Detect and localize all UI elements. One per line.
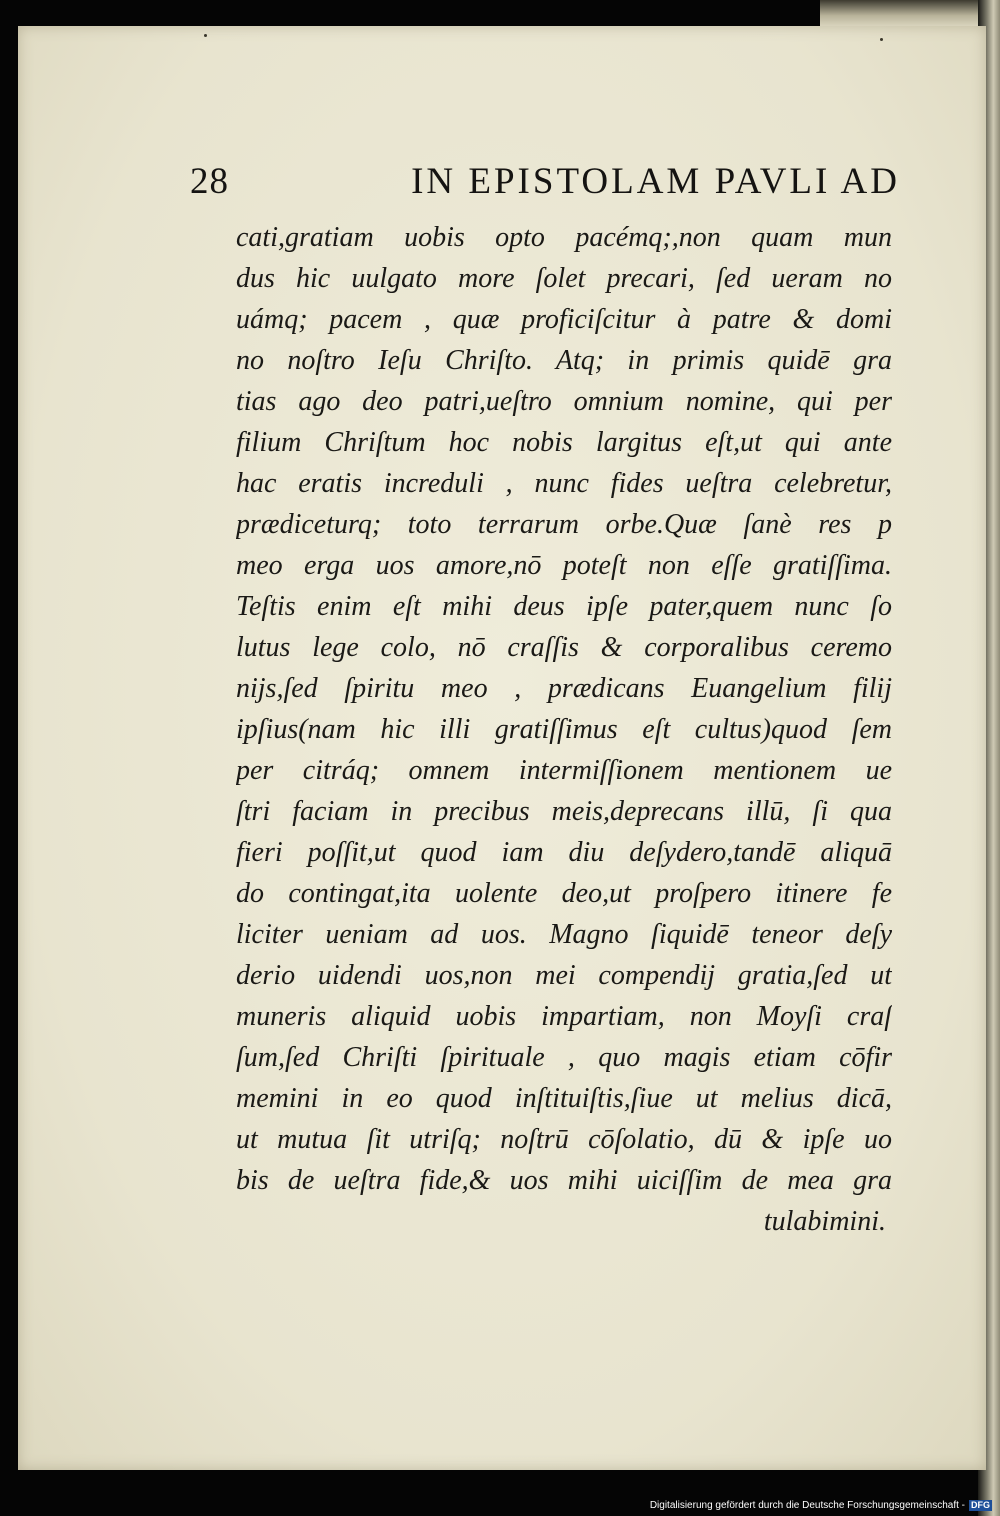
paper-speck [880,38,883,41]
text-line: do contingat,ita uolente deo,ut proſpero itinere fe [236,878,892,909]
footer-credit [650,1500,992,1511]
text-line: tulabimini. [763,1206,886,1237]
text-line: no noſtro Ieſu Chriſto. Atq; in primis quidē gra [236,345,892,376]
text-line: ſtri faciam in precibus meis,deprecans illū, ſi qua [236,796,892,827]
text-line: cati,gratiam uobis opto pacémq;,non quam mun [236,222,892,253]
text-line: tias ago deo patri,ueſtro omnium nomine, qui per [236,386,892,417]
text-line: filium Chriſtum hoc nobis largitus eſt,ut qui ante [236,427,892,458]
text-line: dus hic uulgato more ſolet precari, ſed ueram no [236,263,892,294]
text-line: per citráq; omnem intermiſſionem mentionem ue [236,755,892,786]
paper-speck [204,34,207,37]
text-line: lutus lege colo, nō craſſis & corporalibus ceremo [236,632,892,663]
text-line: hac eratis increduli , nunc fides ueſtra celebretur, [236,468,892,499]
text-line: ſum,ſed Chriſti ſpirituale , quo magis etiam cōfir [236,1042,892,1073]
footer-credit-text: Digitalisierung gefördert durch die Deutsche Forschungsgemeinschaft - [649,1500,965,1511]
body-text-block [236,217,892,1242]
page-edge-top [820,0,1000,26]
text-line: liciter ueniam ad uos. Magno ſiquidē teneor deſy [236,919,892,950]
text-line: prædiceturq; toto terrarum orbe.Quæ ſanè res p [236,509,892,540]
text-line: nijs,ſed ſpiritu meo , prædicans Euangelium filij [236,673,892,704]
text-line: ipſius(nam hic illi gratiſſimus eſt cultus)quod ſem [236,714,892,745]
text-line: uámq; pacem , quæ proficiſcitur à patre & domi [236,304,892,335]
dfg-logo: DFG [971,1500,990,1510]
text-line: ut mutua ſit utriſq; noſtrū cōſolatio, dū & ipſe uo [236,1124,892,1155]
text-line: fieri poſſit,ut quod iam diu deſydero,tandē aliquā [236,837,892,868]
text-line: memini in eo quod inſtituiſtis,ſiue ut melius dicā, [236,1083,892,1114]
text-line: muneris aliquid uobis impartiam, non Moyſi craſ [236,1001,892,1032]
text-line: derio uidendi uos,non mei compendij gratia,ſed ut [236,960,892,991]
text-line: meo erga uos amore,nō poteſt non eſſe gratiſſima. [236,550,892,581]
running-head-title: IN EPISTOLAM PAVLI AD [411,161,900,202]
text-line: Teſtis enim eſt mihi deus ipſe pater,quem nunc ſo [236,591,892,622]
page-number: 28 [190,161,229,202]
running-head [190,160,900,208]
text-line: bis de ueſtra fide,& uos mihi uiciſſim de mea gra [236,1165,892,1196]
